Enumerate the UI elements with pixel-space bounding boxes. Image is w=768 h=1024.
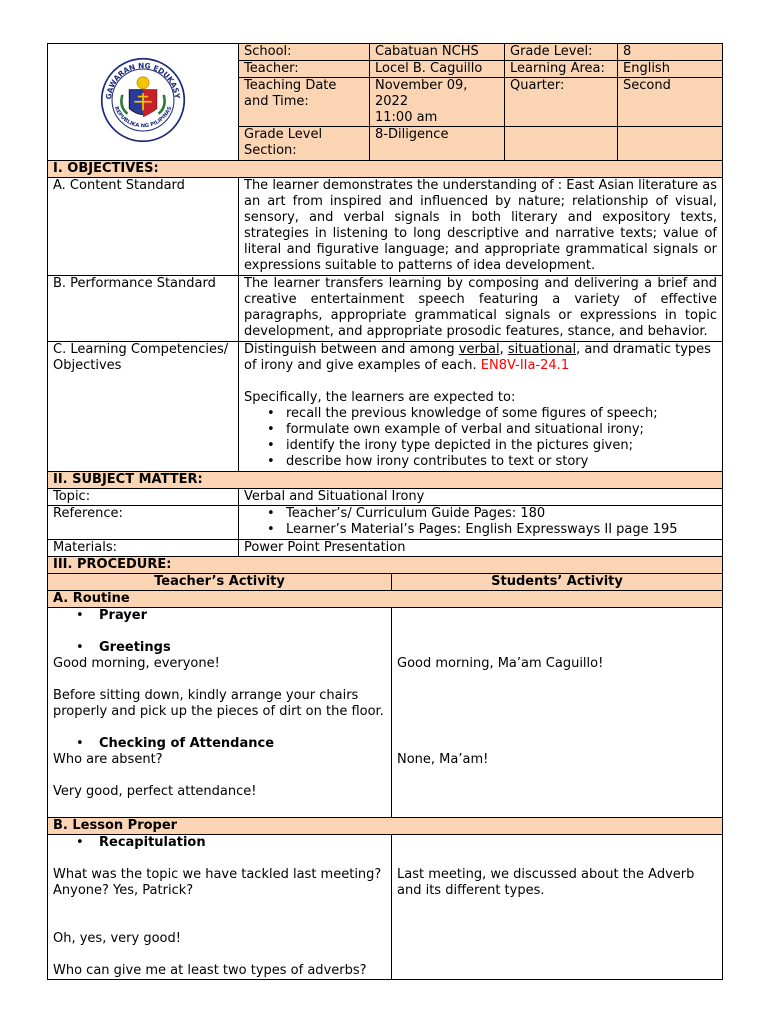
- reference-value: [239, 506, 723, 540]
- topic-label: Topic:: [48, 489, 239, 506]
- competencies-label-line-1: C. Learning Competencies/: [53, 342, 229, 357]
- competency-verbal: verbal: [458, 342, 500, 357]
- reference-list: [244, 506, 717, 538]
- learning-area-value: English: [618, 61, 723, 78]
- greeting-instruction: Before sitting down, kindly arrange your chairs properly and pick up the pieces of dirt on the floor.: [53, 688, 384, 719]
- seal-ring-text-bottom: REPUBLIKA NG PILIPINAS: [112, 105, 174, 129]
- lesson-proper-heading: B. Lesson Proper: [48, 818, 723, 835]
- objectives-heading: I. OBJECTIVES:: [48, 161, 723, 178]
- seal-ring-text-top: GAWARAN NG EDUKASY: [104, 60, 182, 100]
- competencies-label-line-2: Objectives: [53, 358, 122, 373]
- lesson-student-cell: [392, 835, 723, 980]
- content-standard-text: The learner demonstrates the understanding of : East Asian literature as an art from inspired and influenced by nature; relationship of visual, sensory, and verbal signals in both literary and expository texts, strategies in listening to long descriptive and narrative texts; value of literal and figurative language; and appropriate grammatical signals or expressions suitable to patterns of idea development.: [239, 178, 723, 276]
- list-item: • describe how irony contributes to text or story: [286, 454, 717, 470]
- routine-teacher-cell: [48, 608, 392, 818]
- list-item: • Teacher’s/ Curriculum Guide Pages: 180: [286, 506, 717, 522]
- section-value: 8-Diligence: [370, 127, 505, 161]
- specific-objectives-list: [244, 406, 717, 470]
- recap-praise: Oh, yes, very good!: [53, 931, 181, 946]
- header-table: [47, 43, 723, 161]
- attendance-praise: Very good, perfect attendance!: [53, 784, 257, 799]
- teacher-label: Teacher:: [239, 61, 370, 78]
- recap-question: What was the topic we have tackled last meeting? Anyone? Yes, Patrick?: [53, 867, 382, 898]
- procedure-heading: III. PROCEDURE:: [48, 557, 723, 574]
- materials-label: Materials:: [48, 540, 239, 557]
- prayer-item: • Prayer: [53, 608, 386, 624]
- empty-cell: [505, 127, 618, 161]
- attendance-item: • Checking of Attendance: [53, 736, 386, 752]
- performance-standard-text: The learner transfers learning by composing and delivering a brief and creative entertainment speech featuring a variety of effective paragraphs, appropriate grammatical signals or expressions in topic development, and appropriate prosodic features, stance, and behavior.: [239, 276, 723, 342]
- specifically-text: Specifically, the learners are expected to:: [244, 390, 516, 405]
- content-standard-label: A. Content Standard: [48, 178, 239, 276]
- competency-comma: ,: [499, 342, 508, 357]
- recap-item: • Recapitulation: [53, 835, 386, 851]
- competency-part-2: , and dramatic types of irony and give examples of each.: [244, 342, 711, 373]
- performance-standard-label: B. Performance Standard: [48, 276, 239, 342]
- routine-heading: A. Routine: [48, 591, 723, 608]
- objectives-table: [47, 160, 723, 557]
- learning-area-label: Learning Area:: [505, 61, 618, 78]
- competencies-label: [48, 342, 239, 472]
- list-item: • Learner’s Material’s Pages: English Expressways II page 195: [286, 522, 717, 538]
- teaching-date-line-2: 2022: [375, 94, 409, 109]
- competency-code: EN8V-IIa-24.1: [480, 358, 570, 373]
- greeting-teacher-line: Good morning, everyone!: [53, 656, 220, 671]
- section-label: [239, 127, 370, 161]
- reference-label: Reference:: [48, 506, 239, 540]
- competency-part-1: Distinguish between and among: [244, 342, 459, 357]
- school-label: School:: [239, 44, 370, 61]
- quarter-value: Second: [618, 78, 723, 127]
- competency-situational: situational: [507, 342, 577, 357]
- greetings-item: • Greetings: [53, 640, 386, 656]
- recap-followup: Who can give me at least two types of adverbs?: [53, 963, 367, 978]
- teaching-date-label: [239, 78, 370, 127]
- quarter-label: Quarter:: [505, 78, 618, 127]
- competency-statement: [244, 342, 717, 374]
- subject-matter-heading: II. SUBJECT MATTER:: [48, 472, 723, 489]
- teacher-activity-heading: Teacher’s Activity: [48, 574, 392, 591]
- grade-level-value: 8: [618, 44, 723, 61]
- list-item: • recall the previous knowledge of some figures of speech;: [286, 406, 717, 422]
- lesson-teacher-cell: [48, 835, 392, 980]
- list-item: • formulate own example of verbal and situational irony;: [286, 422, 717, 438]
- teacher-value: Locel B. Caguillo: [370, 61, 505, 78]
- teaching-date-label-line-1: Teaching Date: [244, 78, 337, 93]
- recap-answer: Last meeting, we discussed about the Adverb and its different types.: [397, 867, 695, 898]
- list-item: • identify the irony type depicted in the pictures given;: [286, 438, 717, 454]
- teaching-date-line-1: November 09,: [375, 78, 468, 93]
- student-activity-heading: Students’ Activity: [392, 574, 723, 591]
- section-label-line-2: Section:: [244, 143, 297, 158]
- greeting-student-line: Good morning, Ma’am Caguillo!: [397, 656, 604, 671]
- teaching-date-label-line-2: and Time:: [244, 94, 309, 109]
- routine-student-cell: [392, 608, 723, 818]
- empty-cell: [618, 127, 723, 161]
- teaching-time: 11:00 am: [375, 110, 438, 125]
- deped-seal-logo: [100, 57, 186, 143]
- school-value: Cabatuan NCHS: [370, 44, 505, 61]
- procedure-table: [47, 556, 723, 980]
- attendance-answer: None, Ma’am!: [397, 752, 489, 767]
- lesson-plan-page: [47, 43, 722, 980]
- competencies-text: [239, 342, 723, 472]
- attendance-question: Who are absent?: [53, 752, 163, 767]
- logo-cell: [48, 44, 239, 161]
- teaching-date-value: [370, 78, 505, 127]
- grade-level-label: Grade Level:: [505, 44, 618, 61]
- materials-value: Power Point Presentation: [239, 540, 723, 557]
- topic-value: Verbal and Situational Irony: [239, 489, 723, 506]
- section-label-line-1: Grade Level: [244, 127, 323, 142]
